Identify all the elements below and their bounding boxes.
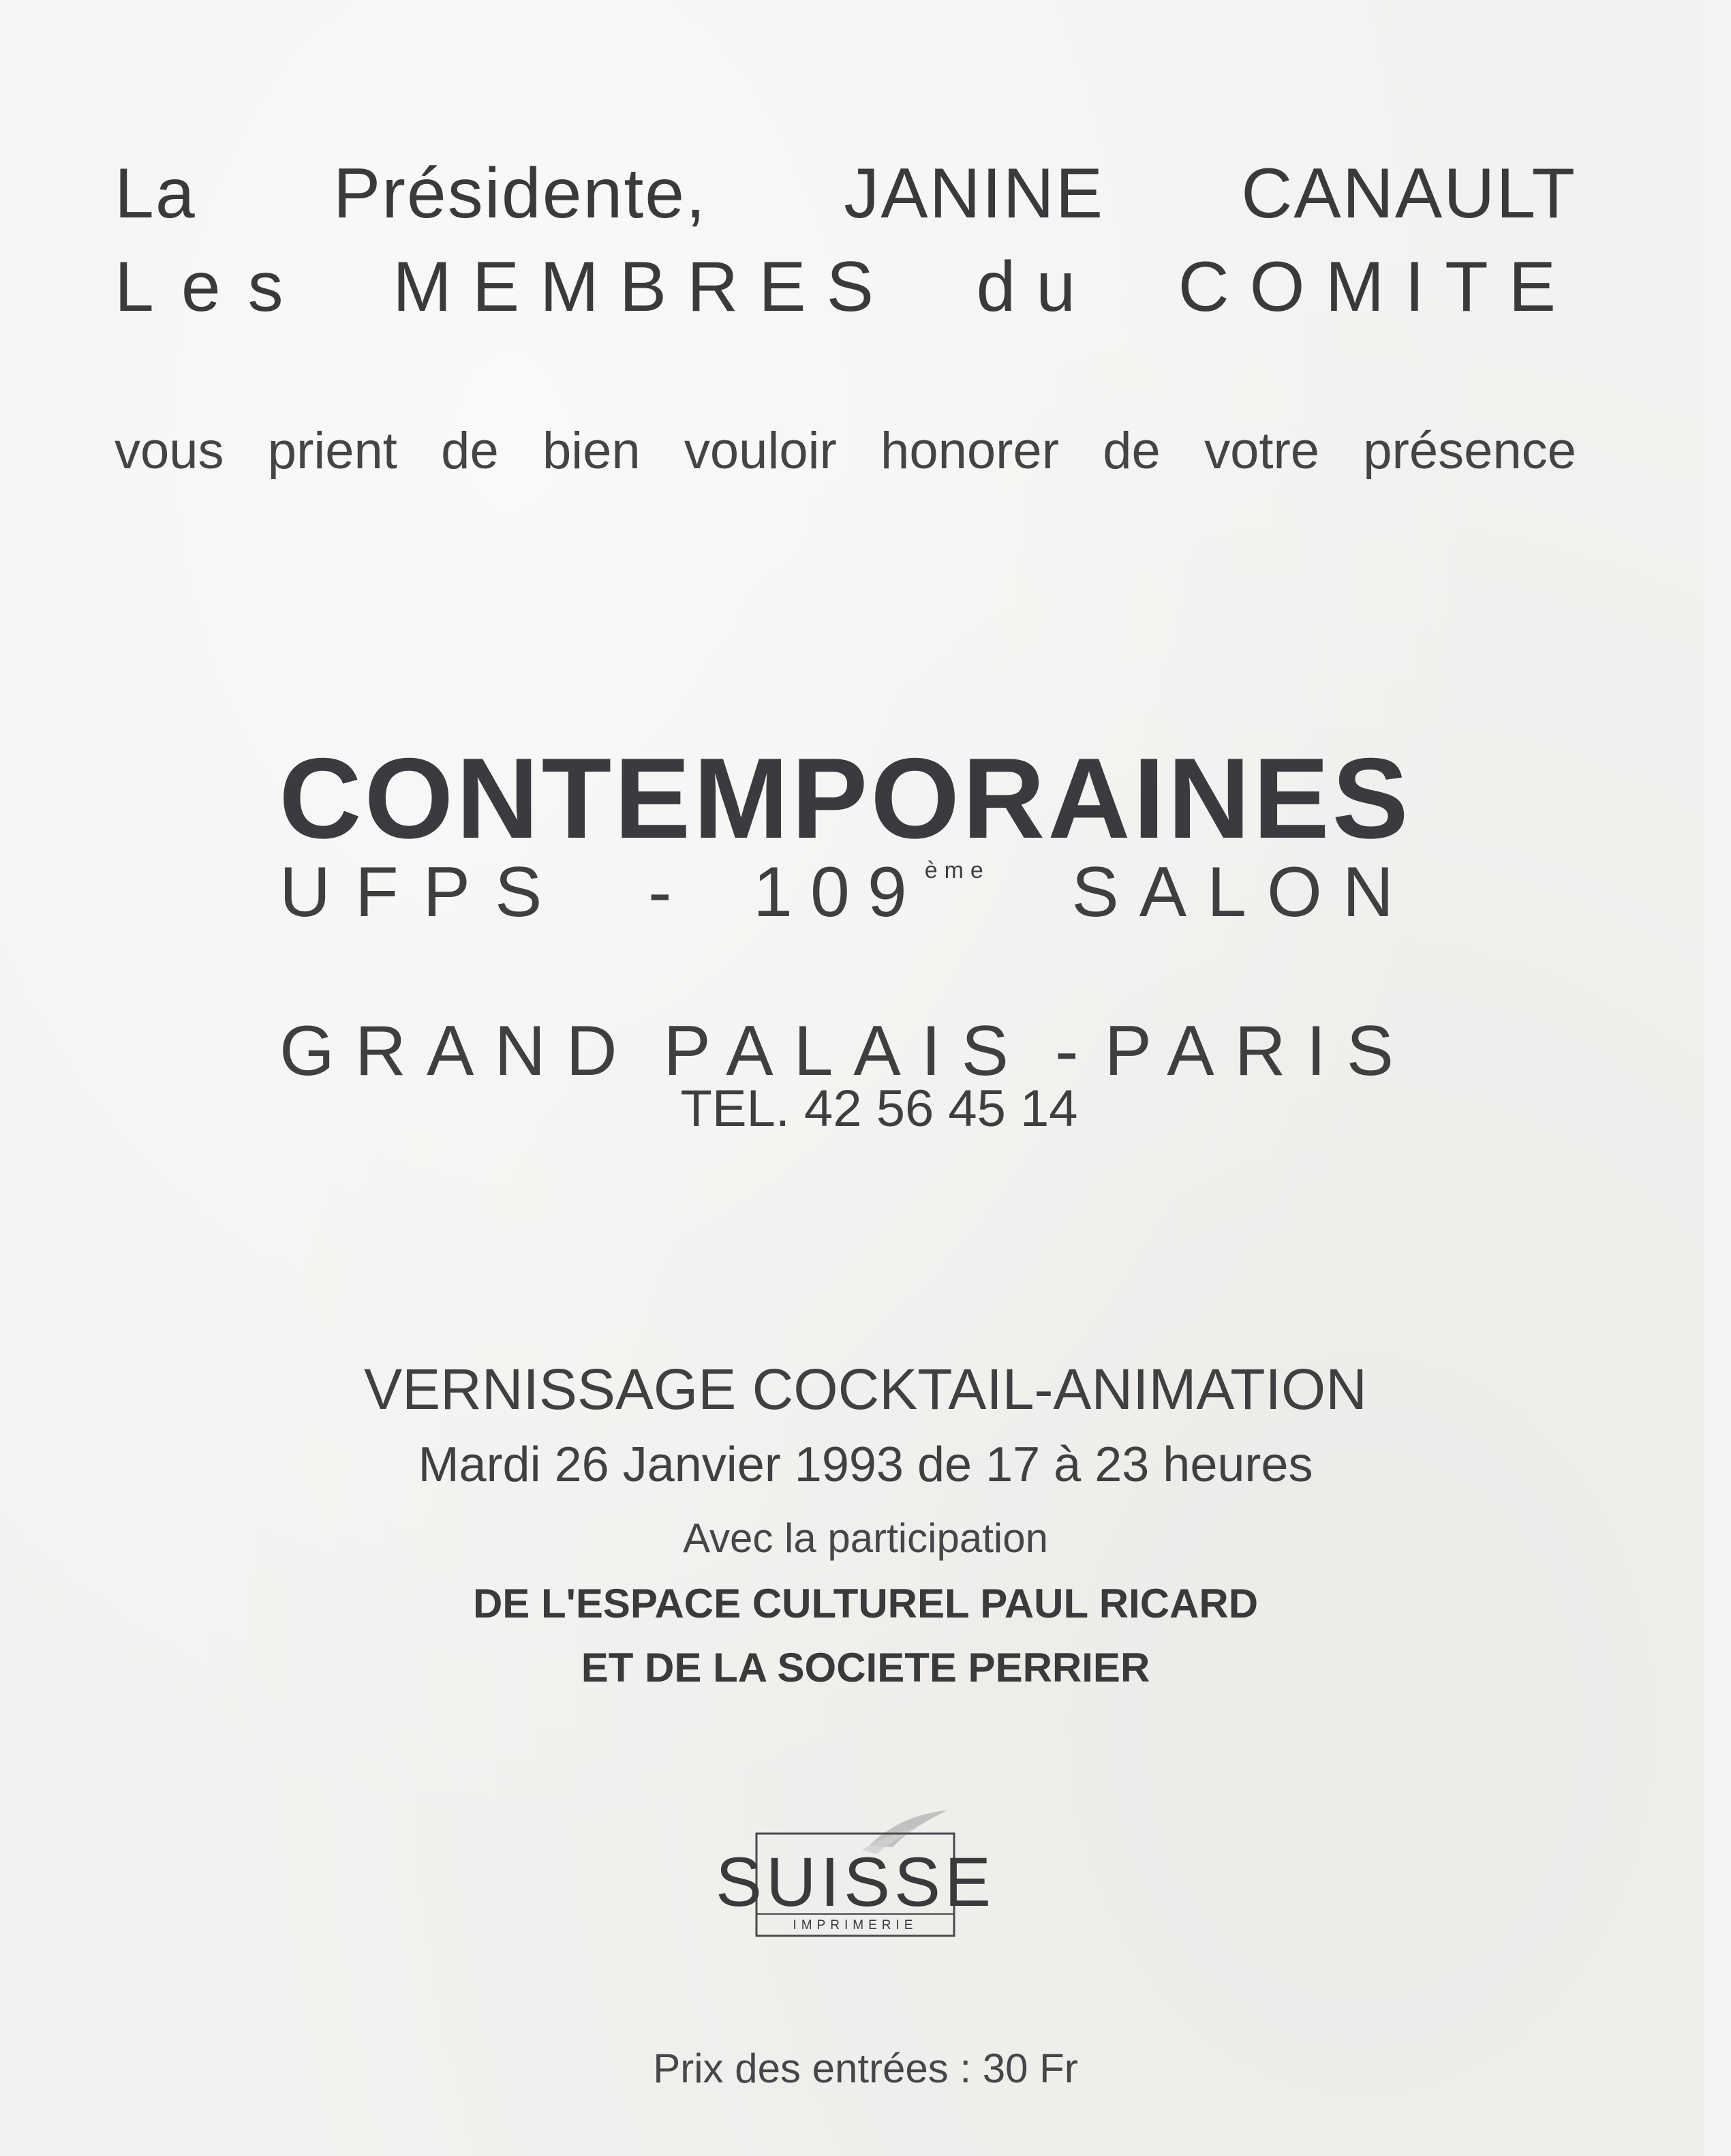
entry-price: Prix des entrées : 30 Fr [653,2046,1078,2091]
printer-name: SUISSE [715,1843,996,1921]
event-participation-label: Avec la participation [683,1515,1048,1561]
header-word: présence [1363,422,1576,480]
header-word: JANINE [844,154,1105,233]
header-word: de [441,422,499,480]
event-title: VERNISSAGE COCKTAIL-ANIMATION [364,1357,1367,1421]
header-word: honorer [880,422,1060,480]
header-word: votre [1204,422,1320,480]
header-word: bien [542,422,641,480]
salon-org: UFPS [279,853,567,932]
event-date: Mardi 26 Janvier 1993 de 17 à 23 heures [418,1438,1313,1492]
header-word: vouloir [684,422,837,480]
venue-word: PALAIS [663,1012,1030,1091]
salon-number-group [753,852,990,933]
printer-logo [715,1805,996,1941]
venue-word: GRAND [279,1012,638,1091]
salon-phone: TEL. 42 56 45 14 [680,1080,1078,1138]
salon-ordinal: ème [924,857,990,883]
header-word: Les [114,247,311,327]
header-word: vous [114,422,224,480]
header-word: CANAULT [1241,154,1576,233]
event-partner-perrier: ET DE LA SOCIETE PERRIER [581,1645,1150,1690]
header-word: Présidente, [333,154,707,233]
venue-word: - [1055,1012,1079,1091]
event-partner-ricard: DE L'ESPACE CULTUREL PAUL RICARD [472,1581,1259,1626]
header-word: COMITE [1178,247,1576,327]
venue-word: PARIS [1104,1012,1414,1091]
header-line-president [114,153,1576,234]
salon-edition [279,852,1414,933]
header-line-invitation [114,421,1576,481]
salon-dash: - [647,853,672,932]
header-word: prient [267,422,397,480]
header-word: du [976,247,1097,327]
header-word: La [114,154,196,233]
header-word: de [1103,422,1161,480]
printer-subtitle: IMPRIMERIE [793,1918,918,1932]
header-line-members [114,247,1576,328]
salon-number: 109 [753,853,925,932]
header-word: MEMBRES [393,247,894,327]
salon-title: CONTEMPORAINES [279,734,1411,862]
salon-word: SALON [1071,853,1414,932]
